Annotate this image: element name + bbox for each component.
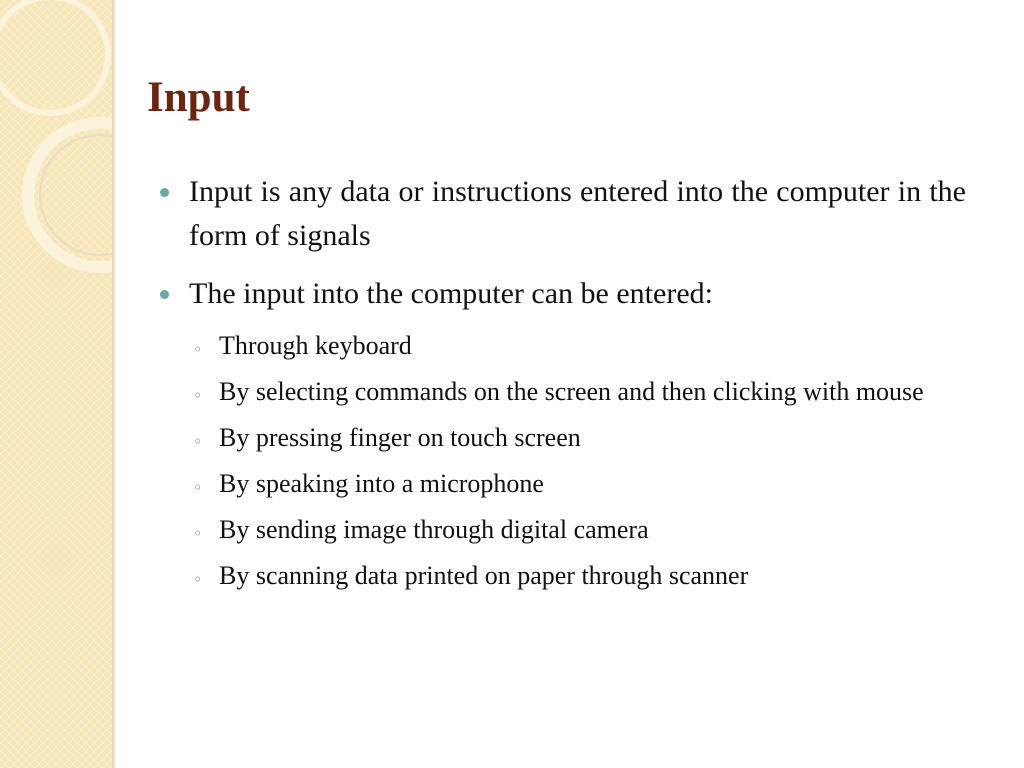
sub-bullet-item: [160, 466, 966, 502]
sub-bullet-text: By speaking into a microphone: [219, 469, 544, 498]
sub-bullet-circle-icon: ◦: [193, 432, 203, 451]
bullet-text: Input is any data or instructions entered into the computer in the form of signals: [189, 175, 966, 252]
sub-bullet-text: By scanning data printed on paper through scanner: [219, 561, 749, 590]
sub-bullet-item: [160, 374, 966, 410]
slide-title: Input: [147, 74, 250, 121]
sub-bullet-circle-icon: ◦: [193, 478, 203, 497]
sub-bullet-item: [160, 328, 966, 364]
sub-bullet-circle-icon: ◦: [193, 570, 203, 589]
decorative-sidebar: [0, 0, 112, 768]
sub-bullet-text: Through keyboard: [219, 331, 412, 360]
bullet-item: [160, 170, 966, 258]
slide-content: [160, 170, 966, 604]
sidebar-edge: [112, 0, 116, 768]
decorative-rings: [0, 0, 112, 768]
sub-bullet-circle-icon: ◦: [193, 524, 203, 543]
sub-bullet-circle-icon: ◦: [193, 340, 203, 359]
sub-bullet-list: [160, 328, 966, 594]
sub-bullet-item: [160, 512, 966, 548]
sub-bullet-text: By pressing finger on touch screen: [219, 423, 581, 452]
bullet-item: [160, 272, 966, 316]
sub-bullet-text: By selecting commands on the screen and then clicking with mouse: [219, 377, 924, 406]
bullet-dot-icon: [160, 290, 169, 299]
sub-bullet-item: [160, 420, 966, 456]
sub-bullet-text: By sending image through digital camera: [219, 515, 649, 544]
bullet-dot-icon: [160, 188, 169, 197]
bullet-text: The input into the computer can be entered:: [189, 277, 713, 310]
sub-bullet-item: [160, 558, 966, 594]
sub-bullet-circle-icon: ◦: [193, 386, 203, 405]
